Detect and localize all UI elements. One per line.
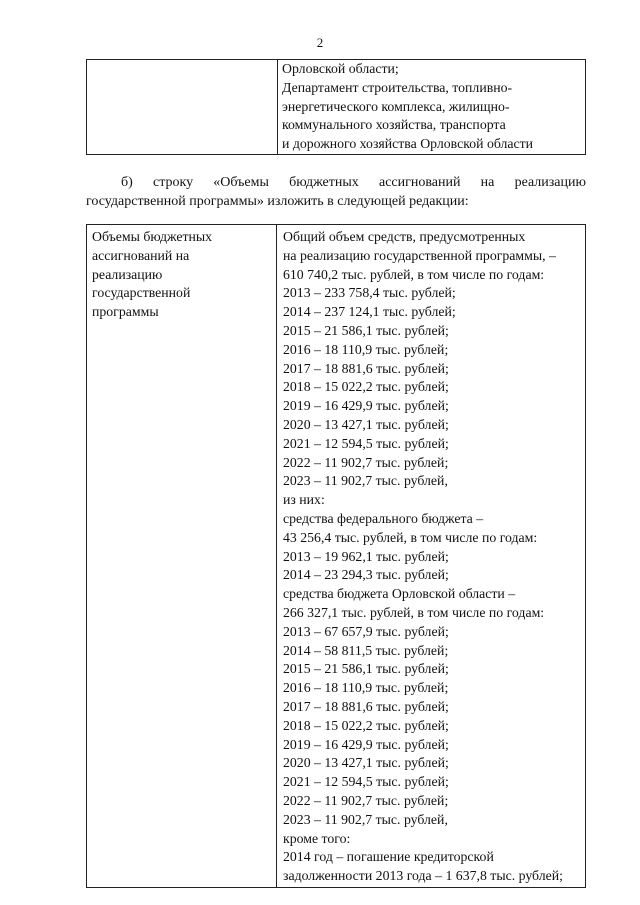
budget-line: 2017 – 18 881,6 тыс. рублей;: [283, 698, 449, 714]
budget-line: 2022 – 11 902,7 тыс. рублей;: [283, 454, 449, 470]
budget-line: 2016 – 18 110,9 тыс. рублей;: [283, 341, 449, 357]
budget-line: средства федерального бюджета –: [283, 510, 484, 526]
top-table: [86, 59, 586, 155]
budget-line: 2014 – 58 811,5 тыс. рублей;: [283, 642, 449, 658]
paragraph-word: на: [480, 175, 495, 190]
budget-table-header-cell: [87, 225, 277, 888]
budget-line: 2013 – 233 758,4 тыс. рублей;: [283, 285, 456, 301]
paragraph-word: ассигнований: [378, 175, 461, 190]
budget-label-line: государственной: [92, 285, 191, 301]
budget-line: 2013 – 67 657,9 тыс. рублей;: [283, 623, 449, 639]
budget-line: 610 740,2 тыс. рублей, в том числе по годам:: [283, 266, 545, 282]
budget-label-line: Объемы бюджетных: [92, 229, 213, 244]
budget-line: 2015 – 21 586,1 тыс. рублей;: [283, 661, 449, 677]
top-table-line: Орловской области;: [282, 61, 399, 76]
budget-line: 2015 – 21 586,1 тыс. рублей;: [283, 322, 449, 338]
instruction-paragraph: [86, 173, 586, 211]
budget-line: 2014 – 237 124,1 тыс. рублей;: [283, 304, 456, 320]
budget-line: 2013 – 19 962,1 тыс. рублей;: [283, 548, 449, 564]
budget-line: из них:: [283, 492, 325, 508]
top-table-line: коммунального хозяйства, транспорта: [282, 117, 506, 133]
budget-line: 2014 год – погашение кредиторской: [283, 849, 494, 865]
budget-line: кроме того:: [283, 830, 351, 846]
paragraph-word: бюджетных: [289, 175, 359, 190]
top-table-line: Департамент строительства, топливно-: [282, 79, 513, 95]
budget-line: 2021 – 12 594,5 тыс. рублей;: [283, 774, 449, 790]
budget-line: 43 256,4 тыс. рублей, в том числе по годам:: [283, 529, 538, 545]
budget-line: 2020 – 13 427,1 тыс. рублей;: [283, 755, 449, 771]
top-table-right-cell: [278, 60, 586, 155]
budget-line: 2023 – 11 902,7 тыс. рублей,: [283, 811, 448, 827]
budget-line: средства бюджета Орловской области –: [283, 586, 516, 602]
paragraph-word: реализацию: [514, 175, 586, 190]
paragraph-line-1: [86, 173, 586, 192]
top-table-line: и дорожного хозяйства Орловской области: [282, 136, 534, 152]
budget-label-line: программы: [92, 304, 159, 320]
budget-label-line: реализацию: [92, 266, 163, 282]
budget-line: 2018 – 15 022,2 тыс. рублей;: [283, 717, 449, 733]
budget-line: 2020 – 13 427,1 тыс. рублей;: [283, 416, 449, 432]
budget-line: 266 327,1 тыс. рублей, в том числе по годам:: [283, 604, 545, 620]
budget-line: 2023 – 11 902,7 тыс. рублей,: [283, 473, 448, 489]
top-table-line: энергетического комплекса, жилищно-: [282, 98, 510, 114]
budget-line: Общий объем средств, предусмотренных: [283, 229, 526, 244]
budget-line: 2021 – 12 594,5 тыс. рублей;: [283, 435, 449, 451]
budget-line: 2018 – 15 022,2 тыс. рублей;: [283, 379, 449, 395]
paragraph-word: строку: [152, 175, 194, 190]
budget-line: задолженности 2013 года – 1 637,8 тыс. рублей;: [283, 868, 563, 884]
budget-line: 2014 – 23 294,3 тыс. рублей;: [283, 567, 449, 583]
budget-table: [86, 224, 586, 888]
budget-line: 2019 – 16 429,9 тыс. рублей;: [283, 736, 449, 752]
budget-line: 2016 – 18 110,9 тыс. рублей;: [283, 680, 449, 696]
paragraph-word: б): [121, 175, 133, 190]
budget-line: на реализацию государственной программы, –: [283, 247, 556, 263]
page-number: 2: [316, 35, 324, 50]
budget-line: 2017 – 18 881,6 тыс. рублей;: [283, 360, 449, 376]
budget-table-content-cell: [277, 225, 586, 888]
paragraph-word: «Объемы: [213, 175, 269, 190]
budget-label-line: ассигнований на: [92, 247, 190, 263]
top-table-left-cell: [87, 60, 278, 155]
budget-line: 2019 – 16 429,9 тыс. рублей;: [283, 398, 449, 414]
budget-line: 2022 – 11 902,7 тыс. рублей;: [283, 792, 449, 808]
paragraph-line-2: государственной программы» изложить в следующей редакции:: [86, 194, 469, 209]
